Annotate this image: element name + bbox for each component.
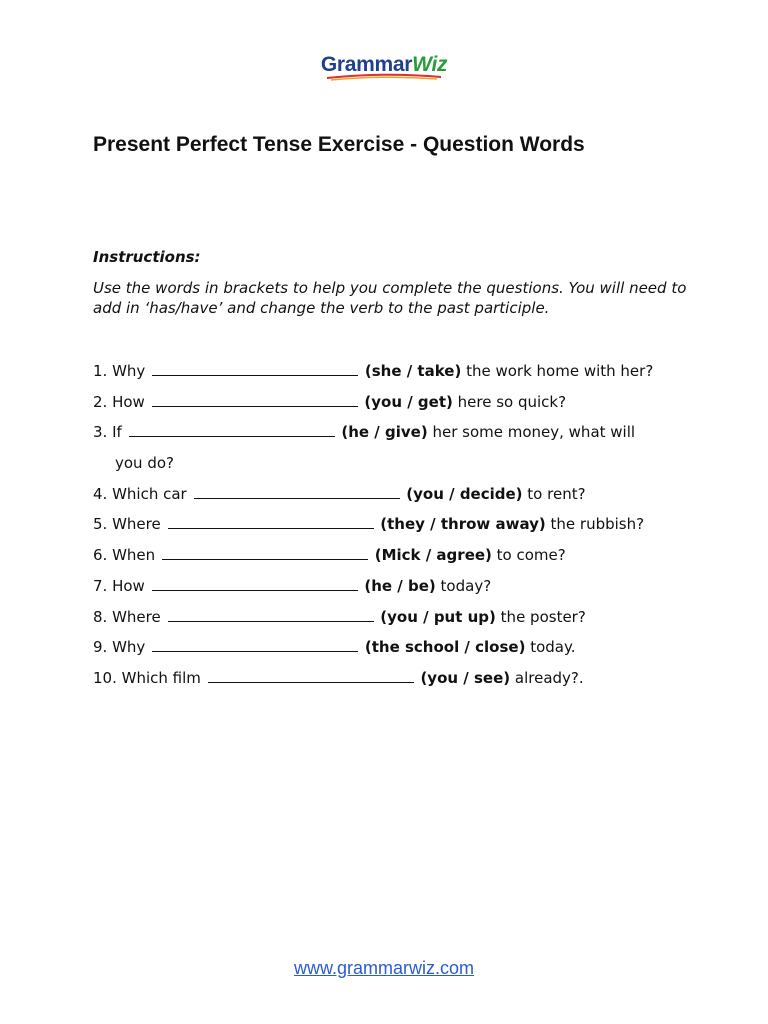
question-prefix: 8. Where: [93, 607, 161, 626]
answer-blank[interactable]: [168, 514, 374, 529]
question-prefix: 1. Why: [93, 362, 146, 380]
question-list: [93, 360, 713, 698]
question-item: [93, 391, 713, 422]
question-hint: (he / give): [341, 423, 428, 442]
logo-grammar-text: Grammar: [320, 53, 413, 76]
answer-blank[interactable]: [152, 392, 358, 407]
question-hint: (they / throw away): [380, 515, 546, 534]
question-hint: (she / take): [364, 362, 462, 380]
question-prefix: 2. How: [93, 392, 145, 411]
question-item: [93, 483, 713, 514]
question-hint: (the school / close): [364, 638, 526, 657]
logo-wordmark: [321, 54, 447, 75]
page-title: Present Perfect Tense Exercise - Question Words: [93, 133, 585, 156]
question-prefix: 5. Where: [93, 515, 161, 534]
question-prefix: 3. If: [93, 423, 122, 442]
question-continuation: you do?: [115, 454, 174, 473]
answer-blank[interactable]: [152, 637, 358, 652]
question-item: [93, 360, 713, 391]
question-suffix: to come?: [491, 546, 566, 565]
grammarwiz-logo: [0, 54, 768, 81]
answer-blank[interactable]: [152, 361, 358, 376]
question-prefix: 6. When: [93, 546, 156, 565]
question-hint: (you / get): [364, 392, 453, 411]
question-item: [93, 636, 713, 667]
instructions-heading: Instructions:: [93, 248, 201, 266]
question-item: [93, 606, 713, 637]
question-suffix: today?: [435, 576, 492, 595]
question-prefix: 7. How: [93, 576, 145, 595]
logo-wiz-text: Wiz: [412, 53, 448, 76]
question-prefix: 4. Which car: [93, 484, 187, 503]
question-suffix: already?.: [510, 668, 584, 687]
answer-blank[interactable]: [129, 422, 335, 437]
question-hint: (Mick / agree): [374, 546, 492, 565]
question-item: [93, 575, 713, 606]
question-suffix: the work home with her?: [461, 362, 654, 380]
question-suffix: to rent?: [522, 484, 586, 503]
answer-blank[interactable]: [194, 484, 400, 499]
answer-blank[interactable]: [208, 668, 414, 683]
question-item: [93, 421, 713, 452]
question-hint: (he / be): [364, 576, 436, 595]
question-hint: (you / put up): [380, 607, 496, 626]
answer-blank[interactable]: [162, 545, 368, 560]
question-suffix: the rubbish?: [545, 515, 645, 534]
question-item: [93, 513, 713, 544]
question-suffix: today.: [525, 638, 576, 657]
question-hint: (you / see): [420, 668, 511, 687]
question-prefix: 10. Which film: [93, 668, 201, 687]
answer-blank[interactable]: [152, 576, 358, 591]
instructions-body: Use the words in brackets to help you complete the questions. You will need to add in ‘has/have’ and change the verb to the past participle.: [93, 279, 687, 317]
question-prefix: 9. Why: [93, 638, 146, 657]
question-suffix: here so quick?: [452, 392, 567, 411]
question-suffix: her some money, what will: [427, 423, 636, 442]
answer-blank[interactable]: [168, 607, 374, 622]
question-item: [93, 544, 713, 575]
question-suffix: the poster?: [495, 607, 586, 626]
question-item: [93, 667, 713, 698]
question-hint: (you / decide): [406, 484, 523, 503]
website-link[interactable]: www.grammarwiz.com: [293, 958, 475, 978]
